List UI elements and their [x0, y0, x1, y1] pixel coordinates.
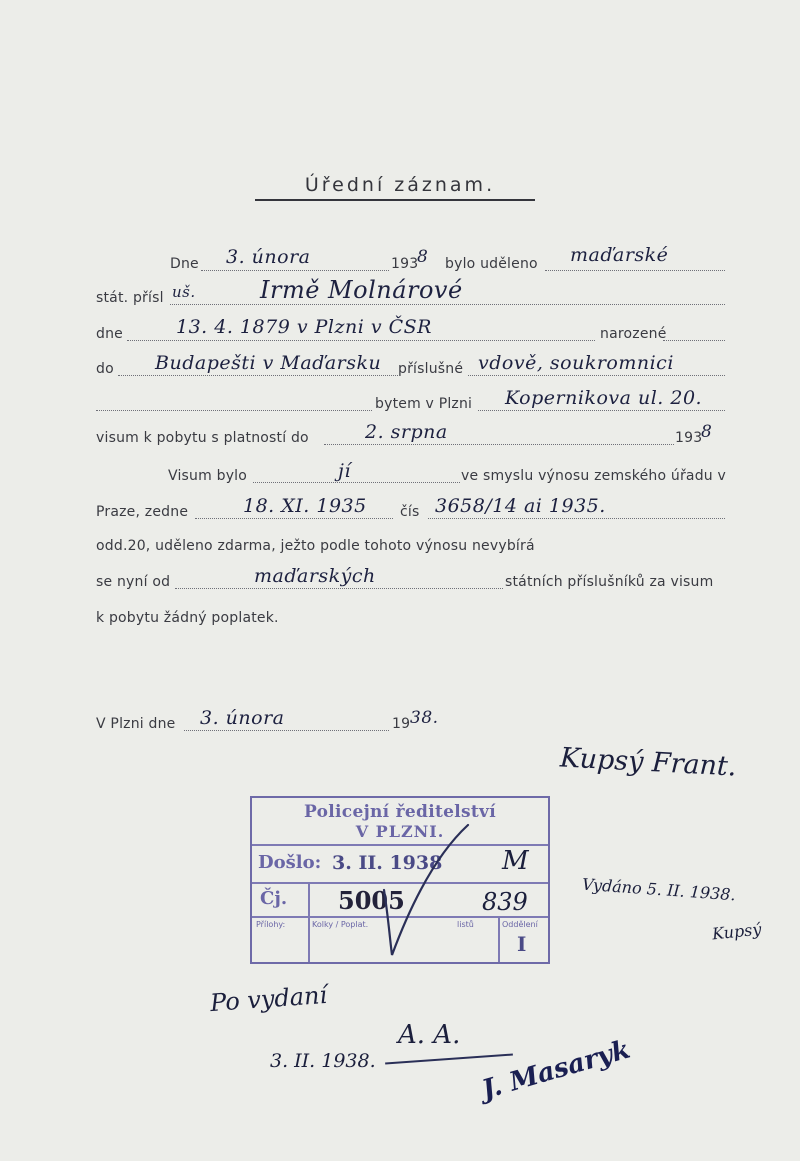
- row5-dots-left: [96, 410, 372, 411]
- bottom-line1: Po vydaní: [209, 980, 329, 1018]
- row3-dots: [127, 340, 595, 341]
- place-date-prefix: V Plzni dne: [96, 716, 176, 732]
- stamp-cj-number: 5005: [338, 886, 405, 915]
- row10-dots: [175, 588, 503, 589]
- row2-name: Irmě Molnárové: [260, 276, 463, 304]
- row4-place: Budapešti v Maďarsku: [155, 352, 382, 374]
- row2-prefix: stát. přísl: [96, 290, 164, 306]
- row4-occupation: vdově, soukromnici: [478, 352, 674, 374]
- place-date-dots: [184, 730, 389, 731]
- row7-suffix: ve smyslu výnosu zemského úřadu v: [461, 468, 727, 484]
- row11-text: k pobytu žádný poplatek.: [96, 610, 279, 626]
- row9-text: odd.20, uděleno zdarma, ježto podle tohoto výnosu nevybírá: [96, 538, 535, 554]
- row3-birth: 13. 4. 1879 v Plzni v ČSR: [176, 316, 432, 338]
- row7-dots: [253, 482, 460, 483]
- row2-hand1: uš.: [172, 283, 196, 301]
- row6-until: 2. srpna: [365, 421, 448, 443]
- stamp-doslo-date: 3. II. 1938: [332, 852, 443, 874]
- bottom-initials-underline: [385, 1054, 513, 1064]
- row1-dots-nat: [545, 270, 725, 271]
- row8-prefix: Praze, zedne: [96, 504, 189, 520]
- place-date-date: 3. února: [200, 707, 285, 729]
- row1-year-pre: 193: [391, 256, 419, 272]
- row8-number: 3658/14 ai 1935.: [435, 495, 606, 517]
- row3-prefix: dne: [96, 326, 123, 342]
- row1-date: 3. února: [226, 246, 311, 268]
- row10-hand: maďarských: [254, 565, 376, 587]
- row8-dots-date: [195, 518, 393, 519]
- document-title: Úřední záznam.: [304, 174, 496, 196]
- stamp-doslo-label: Došlo:: [258, 852, 322, 873]
- issued-note: Vydáno 5. II. 1938.: [581, 874, 737, 905]
- row4-dots-occ: [468, 375, 725, 376]
- place-date-year-pre: 19: [392, 716, 411, 732]
- stamp-listu-label: listů: [457, 920, 474, 929]
- stamp-oddeleni-value: I: [517, 932, 527, 956]
- row6-year-pre: 193: [675, 430, 703, 446]
- stamp-cj-label: Čj.: [260, 888, 288, 909]
- row1-mid: bylo uděleno: [445, 256, 538, 272]
- stamp-vline-2: [498, 916, 500, 962]
- row5-address: Kopernikova ul. 20.: [505, 387, 703, 409]
- row7-prefix: Visum bylo: [168, 468, 248, 484]
- bottom-initials: A. A.: [398, 1020, 461, 1050]
- row1-year-hand: 8: [417, 247, 429, 267]
- stamp-prilohy-label: Přílohy:: [256, 920, 286, 929]
- issued-initials: Kupsý: [711, 919, 763, 944]
- row1-nationality: maďarské: [570, 244, 669, 266]
- stamp-vline-cj: [308, 882, 310, 918]
- official-signature: Kupsý Frant.: [559, 742, 738, 783]
- row1-dots-date: [201, 270, 389, 271]
- row6-year-hand: 8: [701, 422, 713, 442]
- stamp-kolky-label: Kolky / Poplat.: [312, 920, 369, 929]
- row4-dots-place: [118, 375, 398, 376]
- row3-dots-end: [663, 340, 725, 341]
- row6-prefix: visum k pobytu s platností do: [96, 430, 309, 446]
- row6-dots: [324, 444, 674, 445]
- row10-prefix: se nyní od: [96, 574, 171, 590]
- row1-prefix: Dne: [170, 256, 199, 272]
- row8-mid: čís: [400, 504, 420, 520]
- stamp-doslo-hand: M: [502, 846, 529, 876]
- row7-hand: jí: [338, 460, 351, 482]
- row4-mid: příslušné: [398, 361, 464, 377]
- row5-label: bytem v Plzni: [375, 396, 473, 412]
- row8-dots-num: [428, 518, 725, 519]
- check-mark-icon: [370, 820, 480, 980]
- row5-dots-addr: [478, 410, 725, 411]
- place-date-year-hand: 38.: [410, 708, 439, 728]
- row8-date: 18. XI. 1935: [243, 495, 367, 517]
- row4-prefix: do: [96, 361, 114, 377]
- stamp-line2: V PLZNI.: [355, 822, 445, 841]
- row3-suffix: narozené: [600, 326, 667, 342]
- bottom-date: 3. II. 1938.: [270, 1050, 376, 1072]
- stamp-line1: Policejní ředitelství: [304, 802, 496, 822]
- row2-dots: [170, 304, 725, 305]
- title-underline: [255, 199, 535, 201]
- bottom-signature2: J. Masaryk: [478, 1034, 634, 1106]
- row10-suffix: státních příslušníků za visum: [505, 574, 714, 590]
- stamp-vline-1: [308, 916, 310, 962]
- stamp-cj-hand: 839: [482, 888, 528, 916]
- stamp-oddeleni-label: Oddělení: [502, 920, 538, 929]
